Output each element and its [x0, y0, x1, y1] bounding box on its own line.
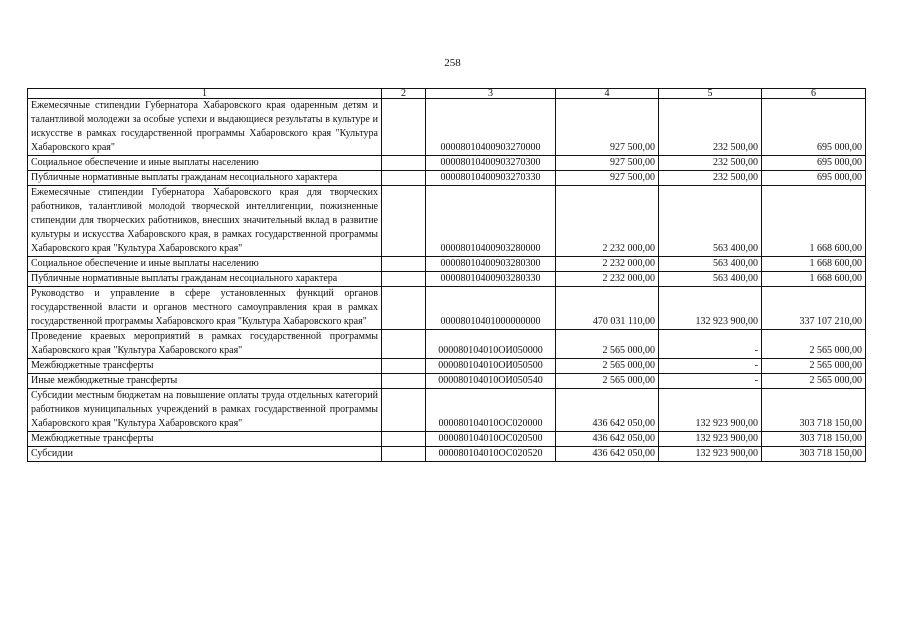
row-name-cell: Социальное обеспечение и иные выплаты населению: [28, 257, 382, 272]
row-value5-cell: 132 923 900,00: [659, 389, 762, 432]
column-header-6: 6: [762, 89, 866, 99]
row-value6-cell: 1 668 600,00: [762, 257, 866, 272]
row-name-cell: Межбюджетные трансферты: [28, 359, 382, 374]
row-value6-cell: 695 000,00: [762, 99, 866, 156]
table-row: [28, 330, 866, 359]
row-total-cell: 2 232 000,00: [556, 272, 659, 287]
column-header-5: 5: [659, 89, 762, 99]
row-col2-cell: [382, 359, 426, 374]
table-row: [28, 287, 866, 330]
row-code-cell: 000080104010ОИ050500: [426, 359, 556, 374]
table-row: [28, 257, 866, 272]
table-row: [28, 186, 866, 257]
row-value6-cell: 1 668 600,00: [762, 272, 866, 287]
row-value6-cell: 303 718 150,00: [762, 389, 866, 432]
row-code-cell: 00008010400903280300: [426, 257, 556, 272]
row-col2-cell: [382, 99, 426, 156]
row-total-cell: 2 565 000,00: [556, 359, 659, 374]
table-row: [28, 447, 866, 462]
table-row: [28, 156, 866, 171]
row-value6-cell: 2 565 000,00: [762, 374, 866, 389]
row-total-cell: 470 031 110,00: [556, 287, 659, 330]
table-row: [28, 374, 866, 389]
row-code-cell: 00008010400903270300: [426, 156, 556, 171]
row-code-cell: 000080104010ОС020500: [426, 432, 556, 447]
table-row: [28, 389, 866, 432]
table-row: [28, 432, 866, 447]
row-col2-cell: [382, 374, 426, 389]
row-total-cell: 436 642 050,00: [556, 432, 659, 447]
table-row: [28, 99, 866, 156]
row-total-cell: 2 232 000,00: [556, 186, 659, 257]
row-total-cell: 927 500,00: [556, 171, 659, 186]
row-total-cell: 927 500,00: [556, 156, 659, 171]
row-value5-cell: 232 500,00: [659, 171, 762, 186]
row-value6-cell: 303 718 150,00: [762, 432, 866, 447]
row-col2-cell: [382, 257, 426, 272]
table-row: [28, 272, 866, 287]
budget-table: [27, 88, 866, 462]
column-header-2: 2: [382, 89, 426, 99]
row-value6-cell: 337 107 210,00: [762, 287, 866, 330]
row-value6-cell: 695 000,00: [762, 156, 866, 171]
row-code-cell: 00008010400903280000: [426, 186, 556, 257]
row-value5-cell: 132 923 900,00: [659, 432, 762, 447]
row-value5-cell: 563 400,00: [659, 257, 762, 272]
column-number-row: [28, 89, 866, 99]
row-col2-cell: [382, 156, 426, 171]
row-col2-cell: [382, 330, 426, 359]
row-value5-cell: -: [659, 330, 762, 359]
row-name-cell: Публичные нормативные выплаты гражданам несоциального характера: [28, 171, 382, 186]
row-col2-cell: [382, 171, 426, 186]
row-name-cell: Межбюджетные трансферты: [28, 432, 382, 447]
row-code-cell: 00008010400903280330: [426, 272, 556, 287]
row-value6-cell: 2 565 000,00: [762, 330, 866, 359]
row-value5-cell: 232 500,00: [659, 99, 762, 156]
row-value5-cell: 232 500,00: [659, 156, 762, 171]
row-code-cell: 00008010400903270330: [426, 171, 556, 186]
row-name-cell: Руководство и управление в сфере установленных функций органов государственной власти и органов местного самоуправления края в рамках государственной программы Хабаровского края "Культура Хабаровского края": [28, 287, 382, 330]
row-code-cell: 00008010400903270000: [426, 99, 556, 156]
row-col2-cell: [382, 389, 426, 432]
row-value5-cell: 563 400,00: [659, 186, 762, 257]
row-col2-cell: [382, 186, 426, 257]
row-col2-cell: [382, 447, 426, 462]
row-name-cell: Ежемесячные стипендии Губернатора Хабаровского края для творческих работников, талантливой молодой творческой интеллигенции, пожизненные стипендии для творческих работников, внесших значительный вклад в развитие культуры и искусства Хабаровского края, в рамках государственной программы Хабаровского края "Культура Хабаровского края": [28, 186, 382, 257]
column-header-1: 1: [28, 89, 382, 99]
row-col2-cell: [382, 287, 426, 330]
row-code-cell: 000080104010ОИ050000: [426, 330, 556, 359]
row-total-cell: 2 232 000,00: [556, 257, 659, 272]
row-total-cell: 2 565 000,00: [556, 330, 659, 359]
row-value6-cell: 303 718 150,00: [762, 447, 866, 462]
column-header-4: 4: [556, 89, 659, 99]
row-value5-cell: 563 400,00: [659, 272, 762, 287]
row-value6-cell: 1 668 600,00: [762, 186, 866, 257]
row-code-cell: 000080104010ОС020520: [426, 447, 556, 462]
row-col2-cell: [382, 432, 426, 447]
table-row: [28, 171, 866, 186]
row-code-cell: 000080104010ОС020000: [426, 389, 556, 432]
row-value5-cell: -: [659, 359, 762, 374]
page-number: 258: [444, 57, 461, 69]
row-total-cell: 927 500,00: [556, 99, 659, 156]
row-name-cell: Социальное обеспечение и иные выплаты населению: [28, 156, 382, 171]
row-value5-cell: 132 923 900,00: [659, 287, 762, 330]
row-total-cell: 2 565 000,00: [556, 374, 659, 389]
column-header-3: 3: [426, 89, 556, 99]
row-code-cell: 000080104010ОИ050540: [426, 374, 556, 389]
row-name-cell: Субсидии местным бюджетам на повышение оплаты труда отдельных категорий работников муниципальных учреждений в рамках государственной программы Хабаровского края "Культура Хабаровского края": [28, 389, 382, 432]
row-code-cell: 00008010401000000000: [426, 287, 556, 330]
row-value6-cell: 2 565 000,00: [762, 359, 866, 374]
row-total-cell: 436 642 050,00: [556, 389, 659, 432]
row-name-cell: Иные межбюджетные трансферты: [28, 374, 382, 389]
row-name-cell: Ежемесячные стипендии Губернатора Хабаровского края одаренным детям и талантливой молодежи за особые успехи и выдающиеся результаты в культуре и искусстве в рамках государственной программы Хабаровского края "Культура Хабаровского края": [28, 99, 382, 156]
row-value5-cell: 132 923 900,00: [659, 447, 762, 462]
row-name-cell: Проведение краевых мероприятий в рамках государственной программы Хабаровского края "Культура Хабаровского края": [28, 330, 382, 359]
row-value5-cell: -: [659, 374, 762, 389]
row-col2-cell: [382, 272, 426, 287]
row-value6-cell: 695 000,00: [762, 171, 866, 186]
table-row: [28, 359, 866, 374]
row-name-cell: Публичные нормативные выплаты гражданам несоциального характера: [28, 272, 382, 287]
row-total-cell: 436 642 050,00: [556, 447, 659, 462]
row-name-cell: Субсидии: [28, 447, 382, 462]
